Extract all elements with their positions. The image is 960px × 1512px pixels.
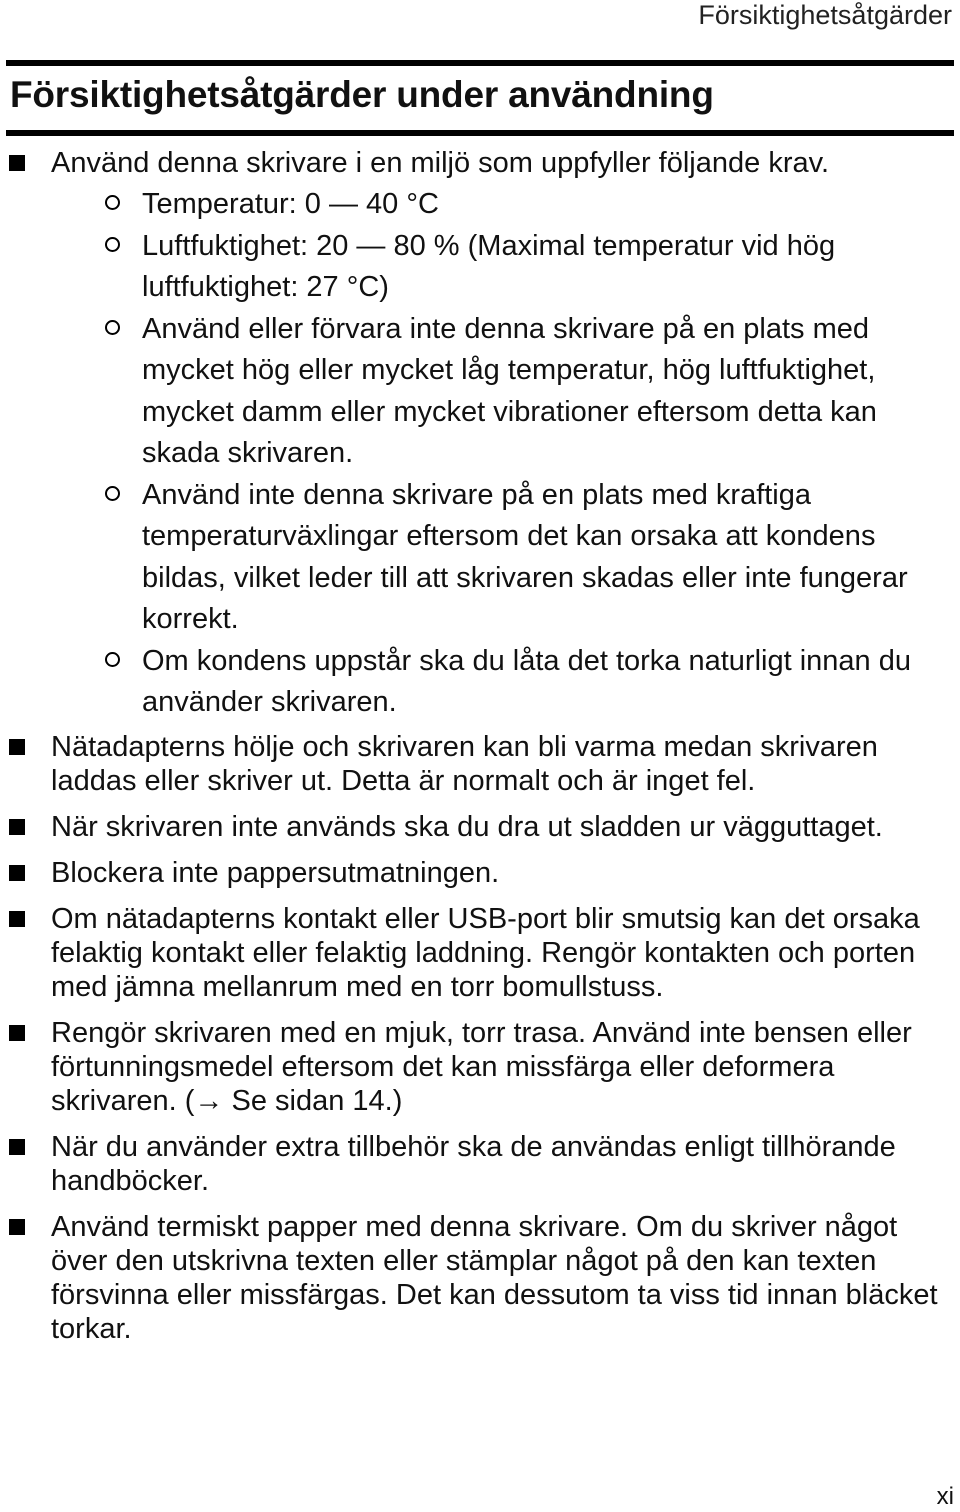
square-bullet-icon bbox=[9, 865, 25, 881]
list-item bbox=[0, 902, 960, 1004]
page-number: xi bbox=[936, 1483, 954, 1510]
list-item bbox=[0, 856, 960, 890]
section-title-block bbox=[6, 60, 954, 136]
sub-list-item bbox=[51, 226, 952, 309]
square-bullet-icon bbox=[9, 739, 25, 755]
precaution-list bbox=[0, 146, 960, 1358]
square-bullet-icon bbox=[9, 911, 25, 927]
sub-list-item-text: Använd inte denna skrivare på en plats med kraftiga temperaturväxlingar eftersom det kan orsaka att kondens bildas, vilket leder till att skrivaren skadas eller inte fungerar korrekt. bbox=[142, 478, 908, 635]
list-item-text: Använd denna skrivare i en miljö som uppfyller följande krav. bbox=[51, 147, 830, 179]
circle-bullet-icon bbox=[105, 486, 120, 501]
list-item-text: Nätadapterns hölje och skrivaren kan bli varma medan skrivaren laddas eller skriver ut. Detta är normalt och är inget fel. bbox=[51, 730, 878, 797]
list-item-text: Om nätadapterns kontakt eller USB-port blir smutsig kan det orsaka felaktig kontakt eller felaktig laddning. Rengör kontakten och porten med jämna mellanrum med en torr bomullstuss. bbox=[51, 902, 920, 1003]
square-bullet-icon bbox=[9, 819, 25, 835]
square-bullet-icon bbox=[9, 1025, 25, 1041]
sub-list-item-text: Använd eller förvara inte denna skrivare på en plats med mycket hög eller mycket låg temperatur, hög luftfuktighet, mycket damm eller mycket vibrationer eftersom detta kan skada skrivaren. bbox=[142, 312, 877, 469]
list-item bbox=[0, 810, 960, 844]
circle-bullet-icon bbox=[105, 195, 120, 210]
list-item-text: Rengör skrivaren med en mjuk, torr trasa. Använd inte bensen eller förtunningsmedel eftersom det kan missfärga eller deformera skrivaren. (→ Se sidan 14.) bbox=[51, 1016, 912, 1117]
sub-list-item-text: Om kondens uppstår ska du låta det torka naturligt innan du använder skrivaren. bbox=[142, 644, 911, 718]
sub-list-item-text: Temperatur: 0 — 40 °C bbox=[142, 188, 439, 220]
list-item bbox=[0, 146, 960, 724]
running-header: Försiktighetsåtgärder bbox=[698, 0, 952, 30]
square-bullet-icon bbox=[9, 1219, 25, 1235]
sub-list-item bbox=[51, 641, 952, 724]
list-item-text: Blockera inte pappersutmatningen. bbox=[51, 856, 500, 889]
section-title: Försiktighetsåtgärder under användning bbox=[10, 74, 714, 115]
circle-bullet-icon bbox=[105, 320, 120, 335]
sub-list-item bbox=[51, 475, 952, 641]
list-item bbox=[0, 730, 960, 798]
sub-list-item-text: Luftfuktighet: 20 — 80 % (Maximal temperatur vid hög luftfuktighet: 27 °C) bbox=[142, 229, 836, 303]
list-item bbox=[0, 1130, 960, 1198]
list-item-text: När skrivaren inte används ska du dra ut sladden ur vägguttaget. bbox=[51, 810, 883, 843]
square-bullet-icon bbox=[9, 1139, 25, 1155]
list-item bbox=[0, 1016, 960, 1118]
sub-list-item bbox=[51, 184, 952, 226]
circle-bullet-icon bbox=[105, 237, 120, 252]
list-item-text: När du använder extra tillbehör ska de användas enligt tillhörande handböcker. bbox=[51, 1130, 896, 1197]
list-item bbox=[0, 1210, 960, 1346]
sub-list-item bbox=[51, 309, 952, 475]
list-item-text: Använd termiskt papper med denna skrivare. Om du skriver något över den utskrivna texten eller stämplar något på den kan texten försvinna eller missfärgas. Det kan dessutom ta viss tid innan bläcket torkar. bbox=[51, 1210, 938, 1345]
sub-list bbox=[51, 184, 952, 724]
square-bullet-icon bbox=[9, 155, 25, 171]
circle-bullet-icon bbox=[105, 652, 120, 667]
